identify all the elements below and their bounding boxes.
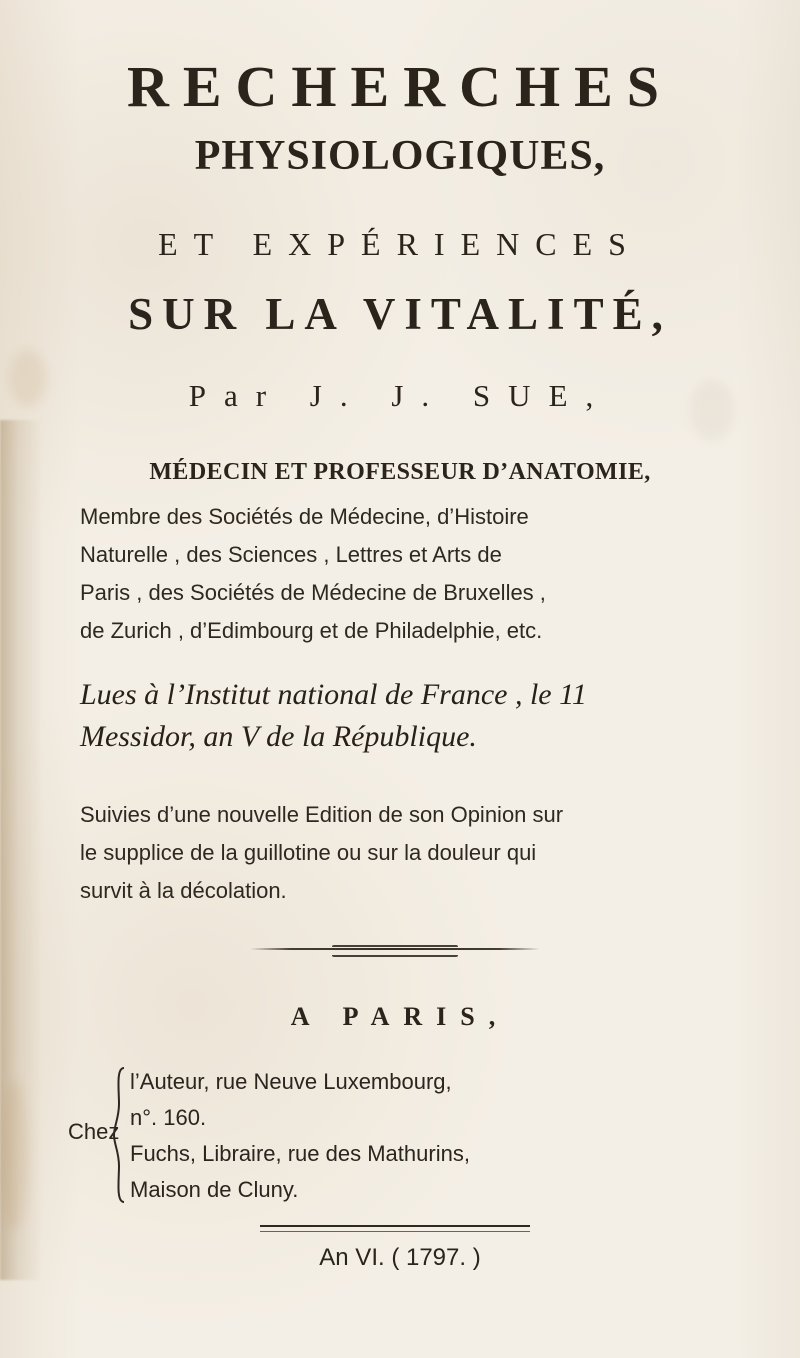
membership-line: de Zurich , d’Edimbourg et de Philadelphie, etc. (80, 618, 543, 643)
institut-line: Messidor, an V de la République. (80, 720, 477, 753)
publisher-line: n°. 160. (130, 1105, 207, 1130)
imprint-city: A PARIS, (290, 1002, 510, 1031)
publication-year: An VI. ( 1797. ) (319, 1244, 481, 1271)
institut-block (80, 674, 740, 758)
edition-note-line: le supplice de la guillotine ou sur la douleur qui (80, 840, 537, 865)
bottom-rule (260, 1225, 530, 1232)
experiences-heading: ET EXPÉRIENCES (158, 226, 642, 262)
publisher-line: l’Auteur, rue Neuve Luxembourg, (130, 1069, 452, 1094)
profession-line: MÉDECIN ET PROFESSEUR D’ANATOMIE, (149, 459, 651, 485)
chez-label: Chez (68, 1119, 120, 1144)
curly-brace-icon (112, 1066, 126, 1204)
vitalite-heading: SUR LA VITALITÉ, (128, 289, 672, 339)
publisher-line: Fuchs, Libraire, rue des Mathurins, (130, 1141, 470, 1166)
membership-line: Naturelle , des Sciences , Lettres et Arts de (80, 542, 502, 567)
ornamental-rule (250, 944, 540, 954)
main-title: RECHERCHES (126, 54, 674, 119)
institut-line: Lues à l’Institut national de France , le 11 (80, 678, 587, 711)
membership-block (80, 498, 732, 650)
subtitle: PHYSIOLOGIQUES, (194, 133, 606, 179)
membership-line: Membre des Sociétés de Médecine, d’Histoire (80, 504, 529, 529)
publisher-lines (130, 1064, 750, 1208)
author-line: Par J. J. SUE, (188, 378, 612, 413)
edition-note-block (80, 796, 740, 910)
paper-stain (0, 1080, 28, 1230)
membership-line: Paris , des Sociétés de Médecine de Bruxelles , (80, 580, 546, 605)
edition-note-line: Suivies d’une nouvelle Edition de son Opinion sur (80, 802, 564, 827)
edition-note-line: survit à la décolation. (80, 878, 287, 903)
publisher-block (68, 1064, 758, 1216)
publisher-line: Maison de Cluny. (130, 1177, 299, 1202)
